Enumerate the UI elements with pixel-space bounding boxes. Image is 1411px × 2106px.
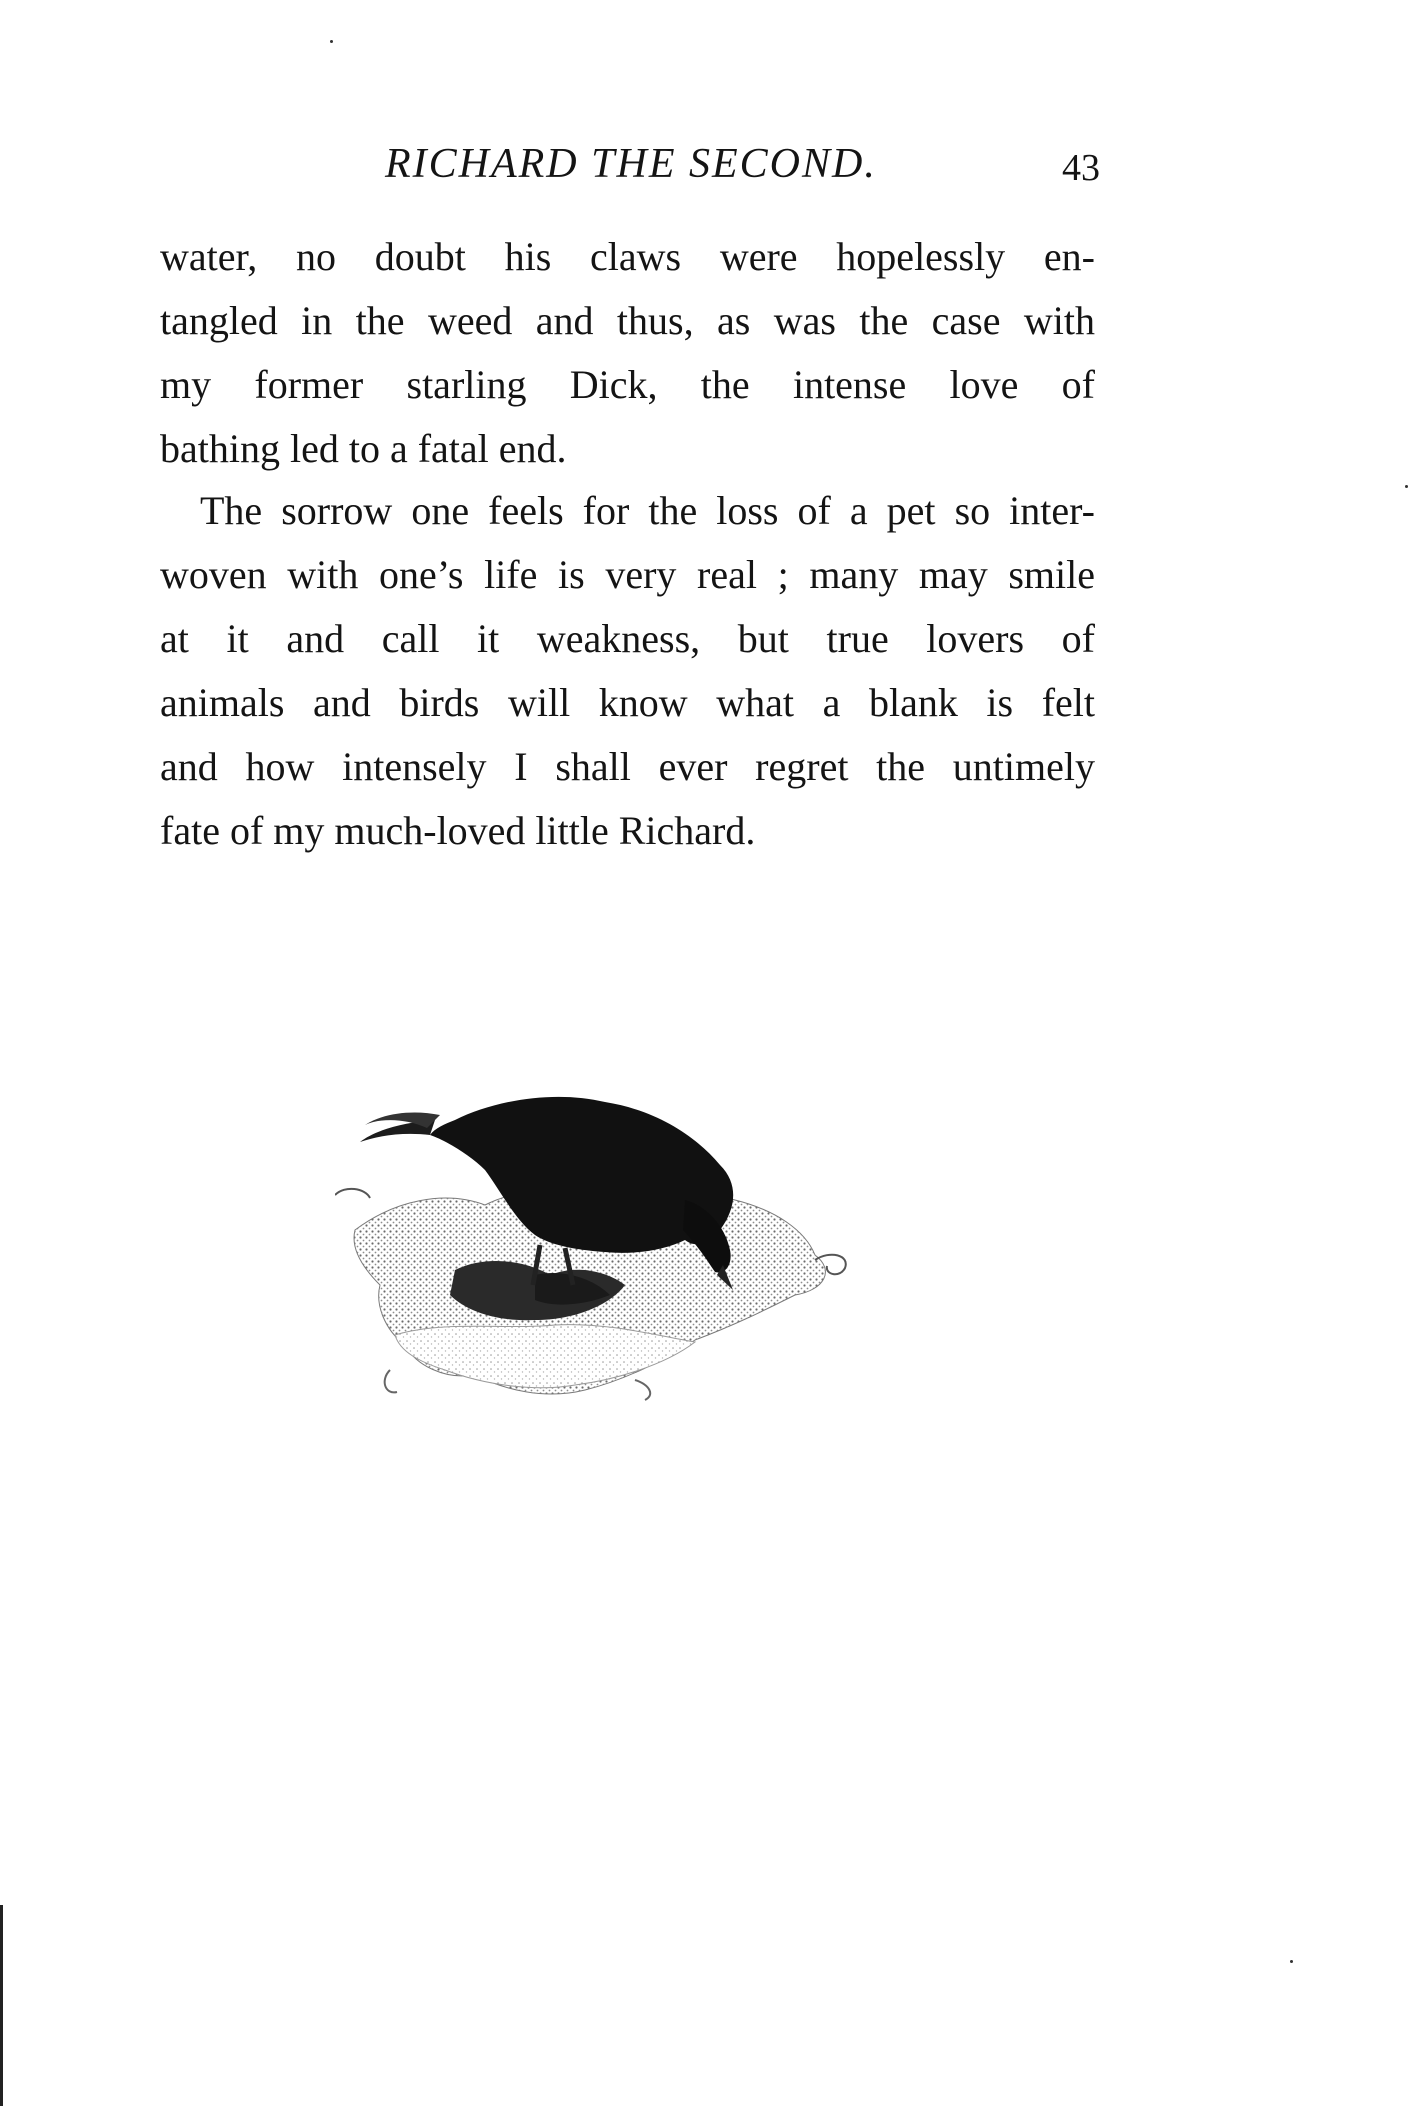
text-line: and how intensely I shall ever regret the untimely bbox=[160, 744, 1095, 789]
text-line: animals and birds will know what a blank is felt bbox=[160, 680, 1095, 725]
water-ripple bbox=[395, 1325, 695, 1388]
text-line: woven with one’s life is very real ; many may smile bbox=[160, 552, 1095, 597]
text-line: The sorrow one feels for the loss of a pet so inter- bbox=[200, 488, 1095, 533]
text-line: water, no doubt his claws were hopelessly en- bbox=[160, 234, 1095, 279]
text-line: at it and call it weakness, but true lovers of bbox=[160, 616, 1095, 661]
text-line: bathing led to a fatal end. bbox=[160, 426, 567, 471]
scan-speck bbox=[1405, 485, 1408, 488]
page-number: 43 bbox=[1062, 147, 1100, 189]
scan-edge-line bbox=[0, 1905, 3, 2106]
running-head: RICHARD THE SECOND. bbox=[385, 141, 877, 187]
starling-bathing-illustration bbox=[335, 1080, 895, 1440]
scan-speck bbox=[1290, 1960, 1293, 1963]
scan-speck bbox=[330, 40, 333, 43]
text-line: fate of my much-loved little Richard. bbox=[160, 808, 756, 853]
text-line: my former starling Dick, the intense love of bbox=[160, 362, 1095, 407]
text-line: tangled in the weed and thus, as was the case with bbox=[160, 298, 1095, 343]
